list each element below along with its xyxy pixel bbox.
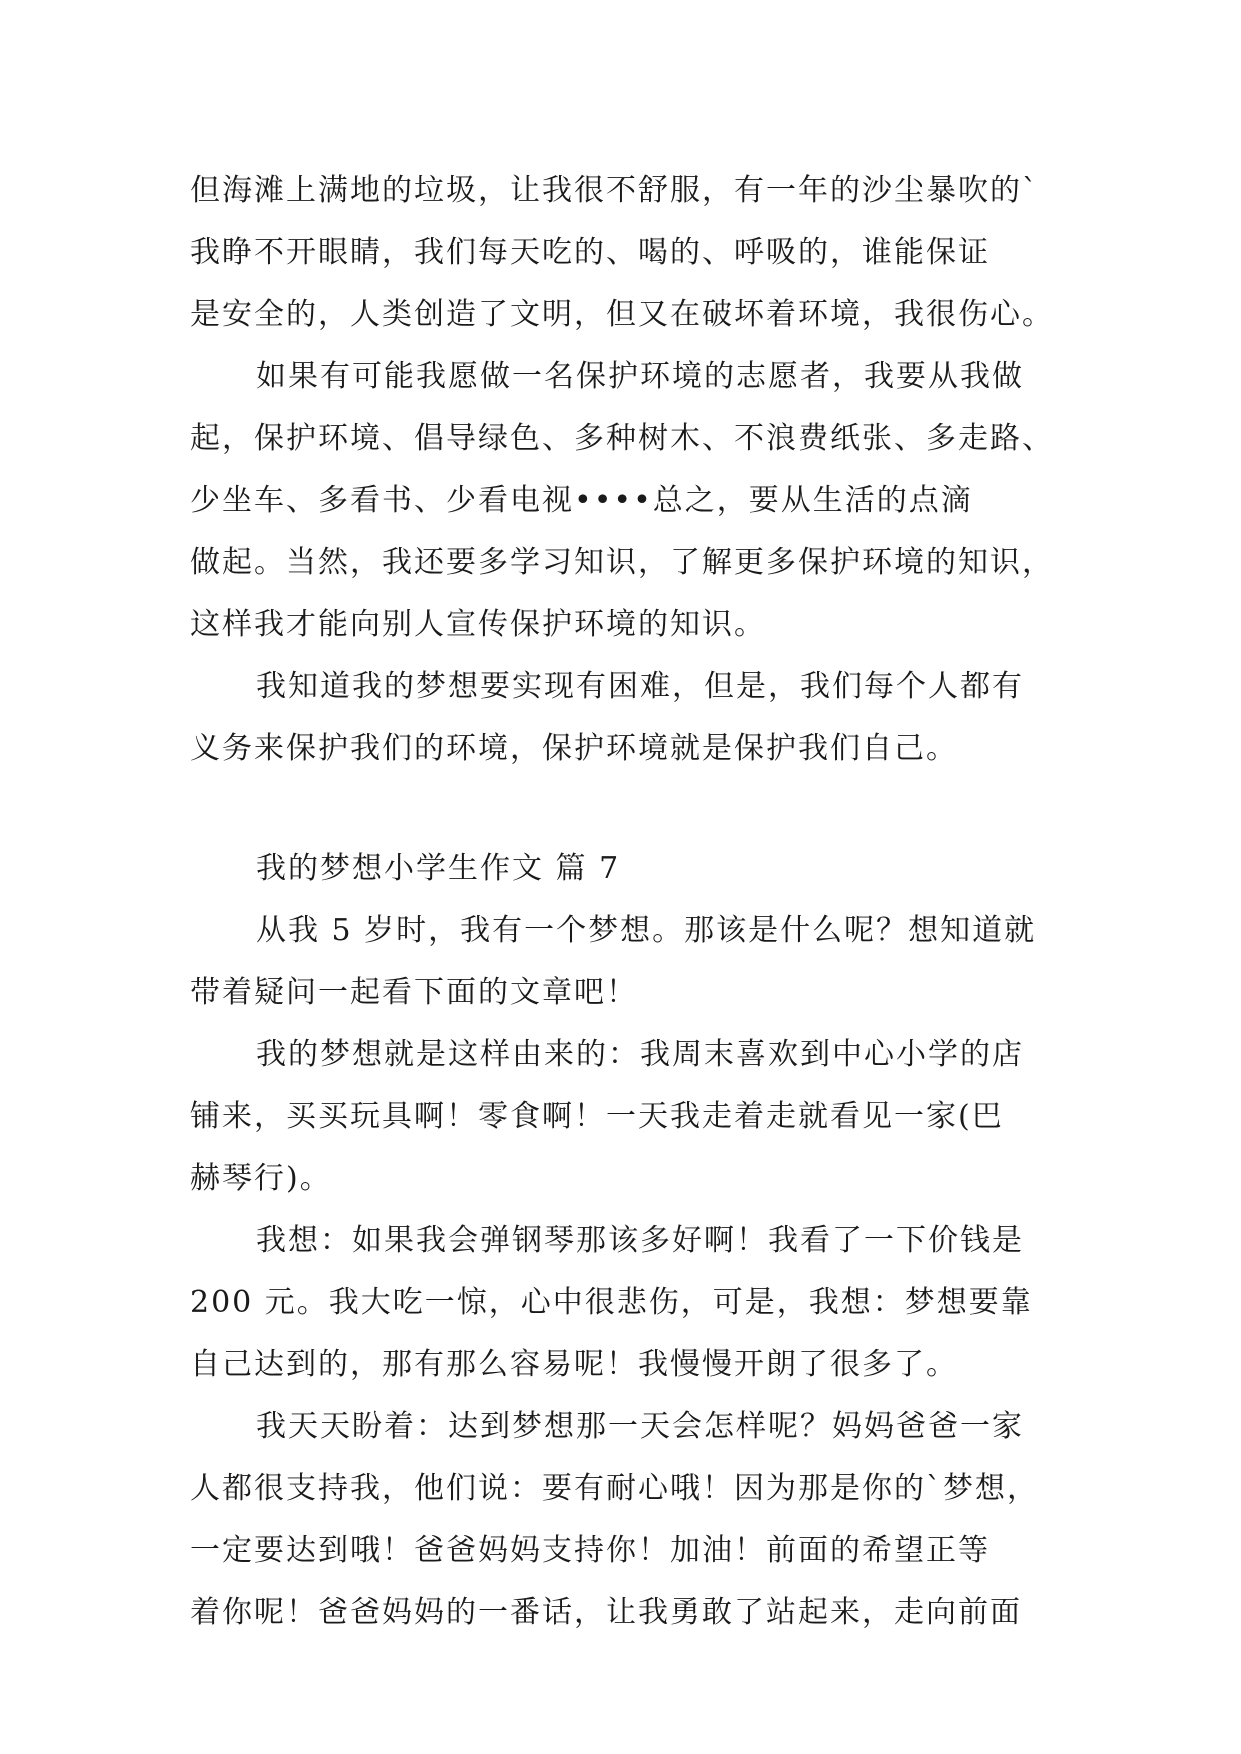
paragraph-piano-price xyxy=(190,1210,1060,1396)
paragraph-line: 200 元。我大吃一惊，心中很悲伤，可是，我想：梦想要靠 xyxy=(190,1285,1033,1320)
paragraph-line: 我天天盼着：达到梦想那一天会怎样呢？妈妈爸爸一家 xyxy=(256,1409,1024,1444)
paragraph-line: 起，保护环境、倡导绿色、多种树木、不浪费纸张、多走路、 xyxy=(190,421,1054,456)
section-spacer xyxy=(190,780,1060,838)
paragraph-line: 是安全的，人类创造了文明，但又在破坏着环境，我很伤心。 xyxy=(190,297,1054,332)
paragraph-line: 这样我才能向别人宣传保护环境的知识。 xyxy=(190,607,766,642)
paragraph-line: 如果有可能我愿做一名保护环境的志愿者，我要从我做 xyxy=(256,359,1024,394)
paragraph-line: 一定要达到哦！爸爸妈妈支持你！加油！前面的希望正等 xyxy=(190,1533,990,1568)
paragraph-line: 义务来保护我们的环境，保护环境就是保护我们自己。 xyxy=(190,731,958,766)
paragraph-line: 我想：如果我会弹钢琴那该多好啊！我看了一下价钱是 xyxy=(256,1223,1024,1258)
paragraph-family-support xyxy=(190,1396,1060,1644)
paragraph-beach-garbage xyxy=(190,160,1060,346)
paragraph-line: 我的梦想就是这样由来的：我周末喜欢到中心小学的店 xyxy=(256,1037,1024,1072)
paragraph-conclusion xyxy=(190,656,1060,780)
paragraph-line: 自己达到的，那有那么容易呢！我慢慢开朗了很多了。 xyxy=(190,1347,958,1382)
paragraph-dream-origin xyxy=(190,1024,1060,1210)
section-title: 我的梦想小学生作文 篇 7 xyxy=(256,851,621,886)
paragraph-volunteer xyxy=(190,346,1060,656)
paragraph-line: 从我 5 岁时，我有一个梦想。那该是什么呢？想知道就 xyxy=(256,913,1037,948)
paragraph-line: 着你呢！爸爸妈妈的一番话，让我勇敢了站起来，走向前面 xyxy=(190,1595,1022,1630)
paragraph-line: 做起。当然，我还要多学习知识，了解更多保护环境的知识， xyxy=(190,545,1054,580)
paragraph-line: 铺来，买买玩具啊！零食啊！一天我走着走就看见一家(巴 xyxy=(190,1099,1004,1134)
paragraph-line: 我知道我的梦想要实现有困难，但是，我们每个人都有 xyxy=(256,669,1024,704)
paragraph-line: 我睁不开眼睛，我们每天吃的、喝的、呼吸的，谁能保证 xyxy=(190,235,990,270)
paragraph-line: 少坐车、多看书、少看电视••••总之，要从生活的点滴 xyxy=(190,483,973,518)
paragraph-line: 赫琴行)。 xyxy=(190,1161,332,1196)
paragraph-line: 人都很支持我，他们说：要有耐心哦！因为那是你的`梦想， xyxy=(190,1471,1039,1506)
paragraph-line: 带着疑问一起看下面的文章吧！ xyxy=(190,975,638,1010)
paragraph-dream-intro xyxy=(190,900,1060,1024)
document-body xyxy=(190,160,1060,1644)
paragraph-line: 但海滩上满地的垃圾，让我很不舒服，有一年的沙尘暴吹的` xyxy=(190,173,1039,208)
